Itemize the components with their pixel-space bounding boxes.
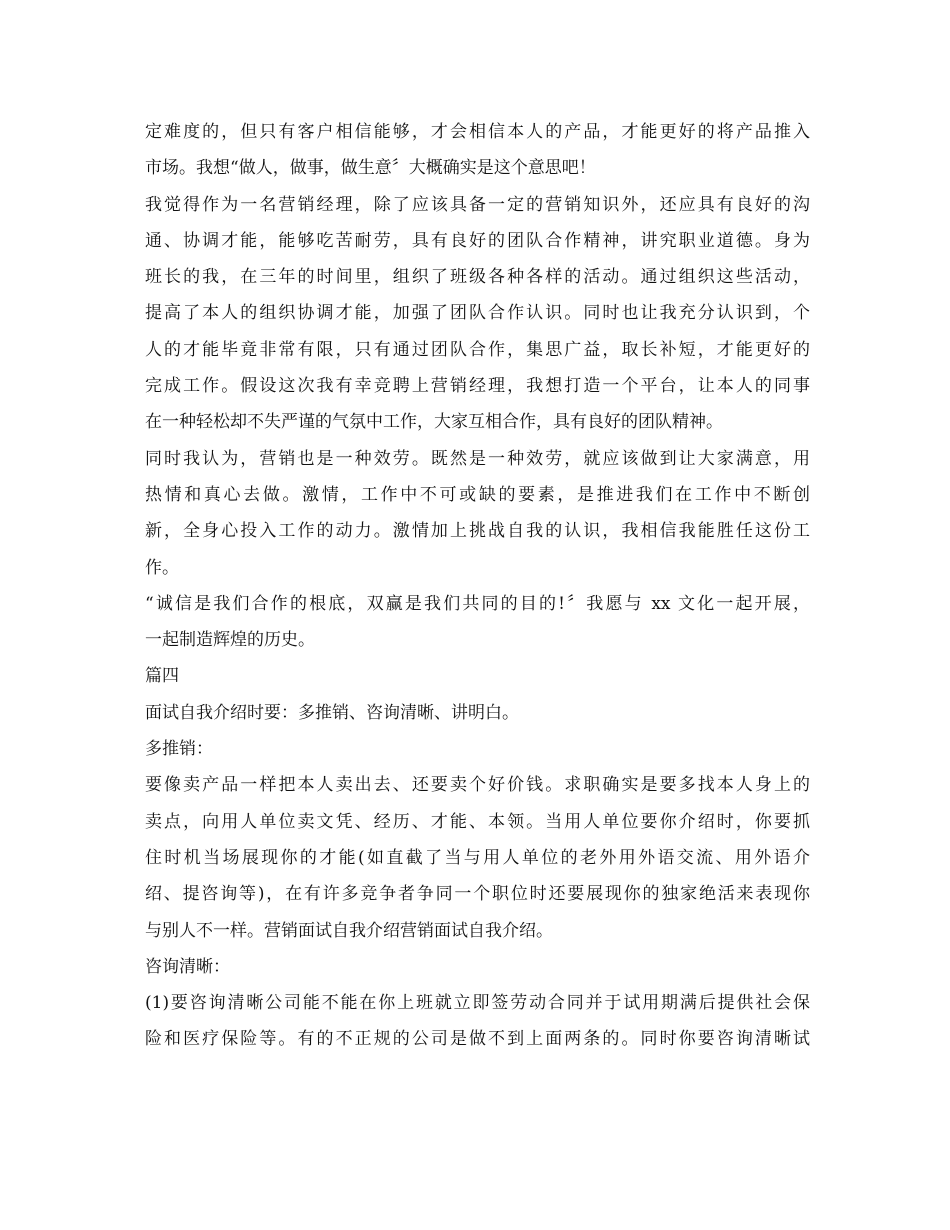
text-line: 定难度的，但只有客户相信能够，才会相信本人的产品，才能更好的将产品推入	[145, 122, 810, 142]
section-heading: 篇四	[145, 666, 179, 687]
text-line: 通、协调才能，能够吃苦耐劳，具有良好的团队合作精神，讲究职业道德。身为	[145, 230, 810, 251]
text-line: 班长的我，在三年的时间里，组织了班级各种各样的活动。通过组织这些活动，	[145, 267, 810, 288]
paragraph-start-line: “诚信是我们合作的根底，双赢是我们共同的目的!〞我愿与 xx 文化一起开展，	[145, 593, 810, 614]
text-line: 新，全身心投入工作的动力。激情加上挑战自我的认识，我相信我能胜任这份工	[145, 521, 810, 542]
document-body	[145, 114, 810, 1058]
text-line: 在一种轻松却不失严谨的气氛中工作，大家互相合作，具有良好的团队精神。	[145, 412, 723, 433]
paragraph-start-line: 要像卖产品一样把本人卖出去、还要卖个好价钱。求职确实是要多找本人身上的	[145, 775, 810, 796]
text-line: 与别人不一样。营销面试自我介绍营销面试自我介绍。	[145, 920, 553, 941]
text-line: 险和医疗保险等。有的不正规的公司是做不到上面两条的。同时你要咨询清晰试	[145, 1029, 810, 1050]
subheading: 多推销：	[145, 739, 213, 760]
text-line: 住时机当场展现你的才能(如直截了当与用人单位的老外用外语交流、用外语介	[145, 847, 810, 868]
subheading: 咨询清晰：	[145, 956, 230, 977]
paragraph-start-line: 同时我认为，营销也是一种效劳。既然是一种效劳，就应该做到让大家满意，用	[145, 448, 810, 469]
paragraph-start-line: (1)要咨询清晰公司能不能在你上班就立即签劳动合同并于试用期满后提供社会保	[145, 993, 810, 1014]
text-line: 一起制造辉煌的历史。	[145, 630, 315, 651]
text-line: 人的才能毕竟非常有限，只有通过团队合作，集思广益，取长补短，才能更好的	[145, 339, 810, 360]
text-line: 热情和真心去做。激情，工作中不可或缺的要素，是推进我们在工作中不断创	[145, 484, 810, 505]
text-line: 市场。我想“做人，做事，做生意〞大概确实是这个意思吧！	[145, 158, 596, 179]
text-line: 提高了本人的组织协调才能，加强了团队合作认识。同时也让我充分认识到，个	[145, 303, 810, 324]
paragraph-start-line: 我觉得作为一名营销经理，除了应该具备一定的营销知识外，还应具有良好的沟	[145, 194, 810, 215]
text-line: 卖点，向用人单位卖文凭、经历、才能、本领。当用人单位要你介绍时，你要抓	[145, 811, 810, 832]
text-line: 绍、提咨询等)，在有许多竞争者争同一个职位时还要展现你的独家绝活来表现你	[145, 884, 810, 905]
text-line: 作。	[145, 557, 179, 578]
text-line: 面试自我介绍时要：多推销、咨询清晰、讲明白。	[145, 702, 519, 723]
text-line: 完成工作。假设这次我有幸竞聘上营销经理，我想打造一个平台，让本人的同事	[145, 376, 810, 397]
